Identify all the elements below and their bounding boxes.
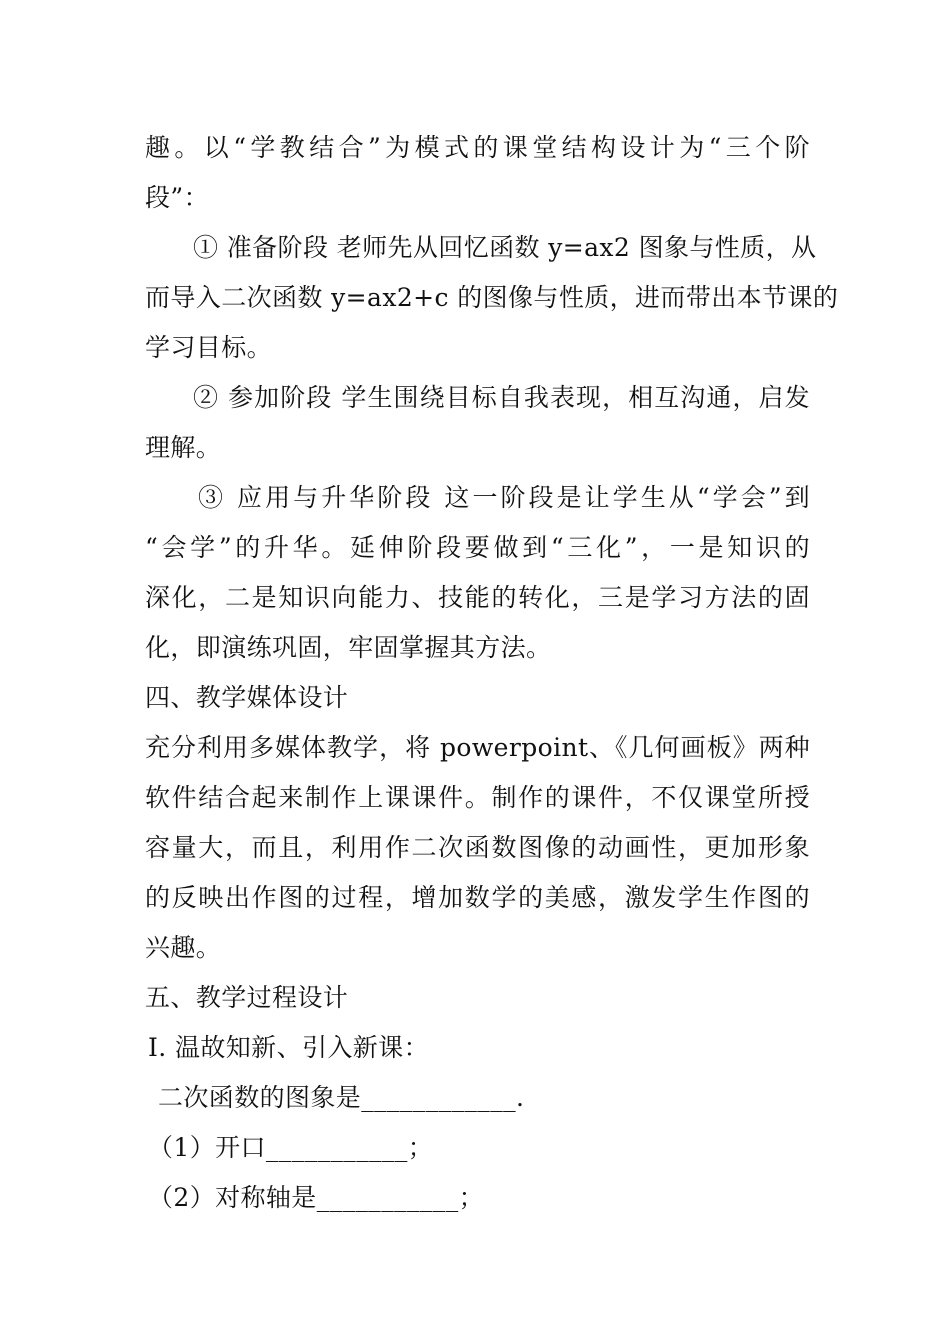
text-line: 兴趣。	[145, 933, 222, 962]
text-line: 软件结合起来制作上课课件。制作的课件，不仅课堂所授	[145, 783, 810, 812]
text-line: 充分利用多媒体教学，将 powerpoint、《几何画板》两种	[145, 733, 810, 762]
text-line: 容量大，而且，利用作二次函数图像的动画性，更加形象	[145, 833, 810, 862]
text-line: 理解。	[145, 433, 222, 462]
section-heading: 四、教学媒体设计	[145, 683, 349, 712]
subsection-heading: Ⅰ. 温故知新、引入新课：	[148, 1033, 429, 1062]
section-heading: 五、教学过程设计	[145, 983, 349, 1012]
text-line: 的反映出作图的过程，增加数学的美感，激发学生作图的	[145, 883, 810, 912]
fill-in-question: 二次函数的图象是____________.	[158, 1083, 525, 1112]
fill-in-question: （1）开口___________；	[148, 1133, 434, 1162]
text-line: 趣。以“学教结合”为模式的课堂结构设计为“三个阶	[145, 133, 810, 162]
text-line: “会学”的升华。延伸阶段要做到“三化”，一是知识的	[145, 533, 810, 562]
text-line: ③ 应用与升华阶段 这一阶段是让学生从“学会”到	[198, 483, 810, 512]
text-line: 化，即演练巩固，牢固掌握其方法。	[145, 633, 552, 662]
fill-in-question: （2）对称轴是___________；	[148, 1183, 485, 1212]
text-line: ② 参加阶段 学生围绕目标自我表现，相互沟通，启发	[193, 383, 810, 412]
text-line: 而导入二次函数 y=ax2+c 的图像与性质，进而带出本节课的	[145, 283, 839, 312]
text-line: 深化，二是知识向能力、技能的转化，三是学习方法的固	[145, 583, 810, 612]
text-line: ① 准备阶段 老师先从回忆函数 y=ax2 图象与性质，从	[193, 233, 817, 262]
text-line: 段”：	[145, 183, 209, 212]
text-line: 学习目标。	[145, 333, 273, 362]
